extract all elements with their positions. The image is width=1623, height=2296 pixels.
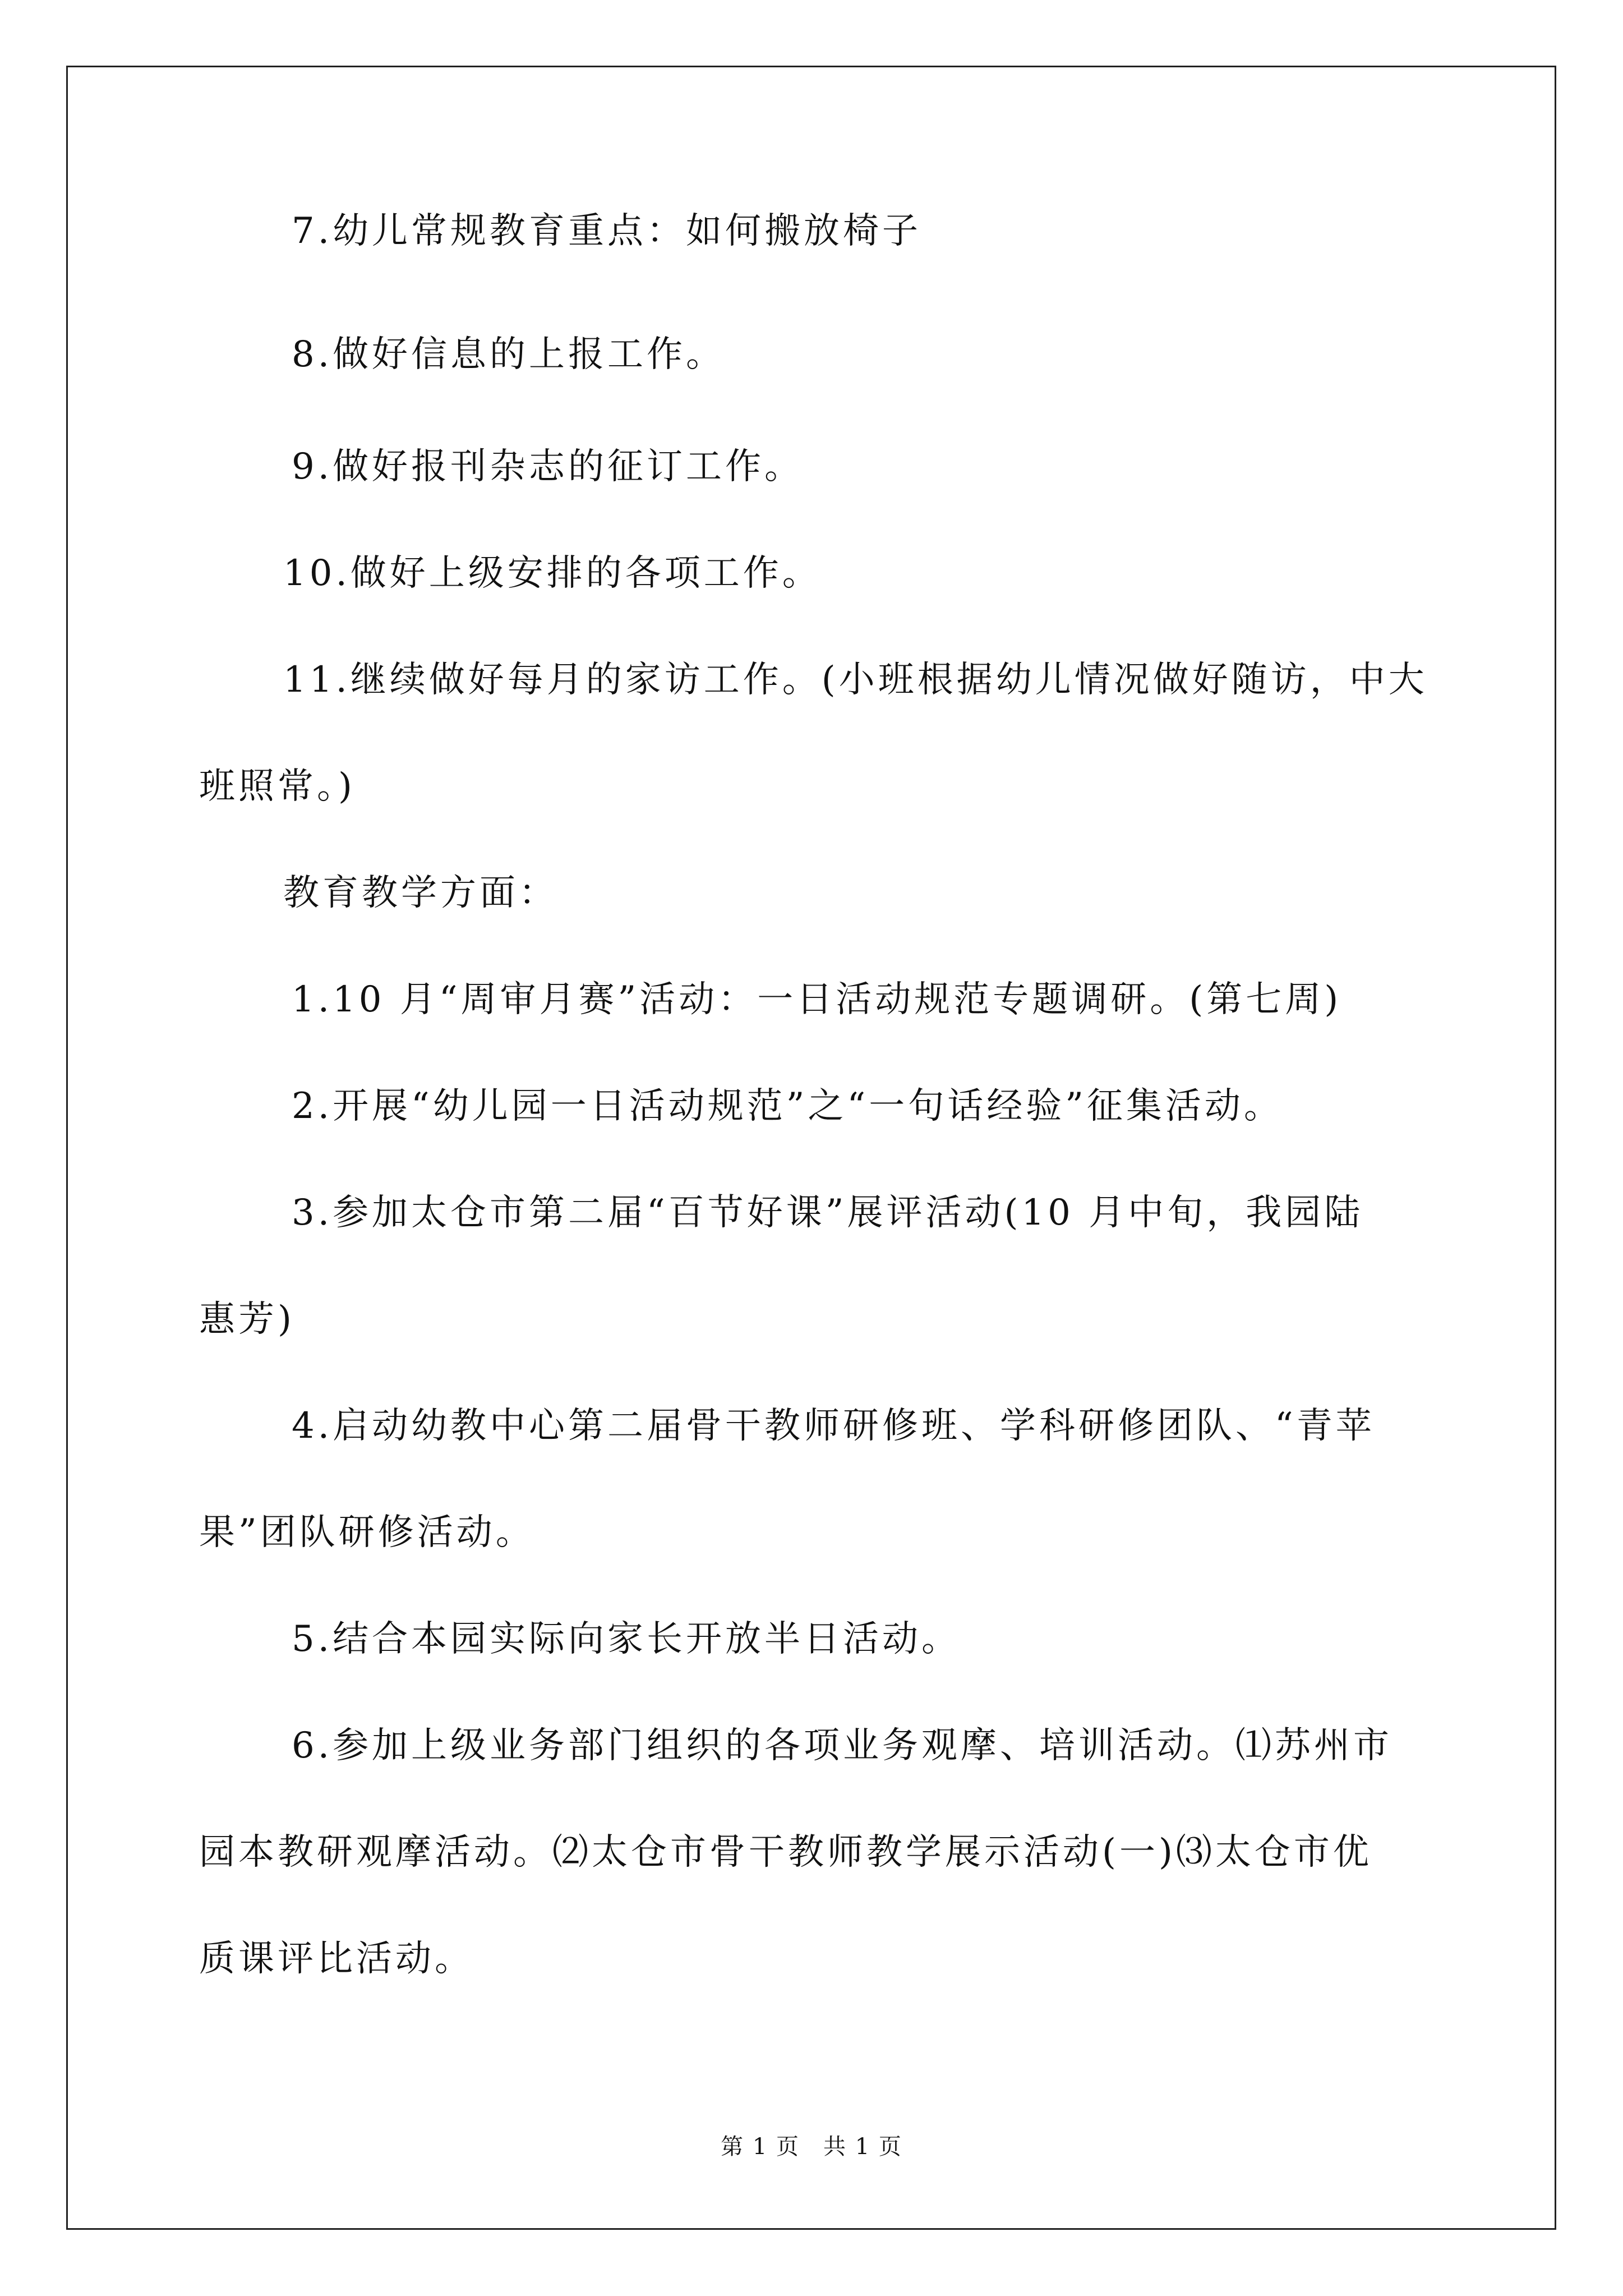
text-line: 4.启动幼教中心第二届骨干教师研修班、学科研修团队、“青苹	[292, 1405, 1375, 1447]
text-line: 班照常。)	[199, 766, 356, 807]
text-line: 惠芳)	[199, 1299, 295, 1340]
text-line: 8.做好信息的上报工作。	[292, 334, 726, 375]
text-line: 2.开展“幼儿园一日活动规范”之“一句话经验”征集活动。	[292, 1085, 1283, 1127]
text-line: 7.幼儿常规教育重点：如何搬放椅子	[292, 210, 922, 252]
section-heading: 教育教学方面：	[283, 872, 558, 914]
text-line: 5.结合本园实际向家长开放半日活动。	[292, 1618, 961, 1660]
text-line: 10.做好上级安排的各项工作。	[283, 553, 822, 594]
text-line: 园本教研观摩活动。⑵太仓市骨干教师教学展示活动(一)⑶太仓市优	[199, 1832, 1372, 1873]
page-footer: 第 1 页 共 1 页	[721, 2134, 902, 2160]
text-line: 11.继续做好每月的家访工作。(小班根据幼儿情况做好随访，中大	[283, 659, 1428, 701]
page-border	[66, 66, 1556, 2230]
text-line: 3.参加太仓市第二届“百节好课”展评活动(10 月中旬，我园陆	[292, 1192, 1364, 1234]
text-line: 6.参加上级业务部门组织的各项业务观摩、培训活动。⑴苏州市	[292, 1725, 1393, 1766]
text-line: 质课评比活动。	[199, 1938, 474, 1980]
text-line: 1.10 月“周审月赛”活动：一日活动规范专题调研。(第七周)	[292, 979, 1342, 1020]
text-line: 果”团队研修活动。	[199, 1512, 535, 1553]
text-line: 9.做好报刊杂志的征订工作。	[292, 446, 804, 487]
